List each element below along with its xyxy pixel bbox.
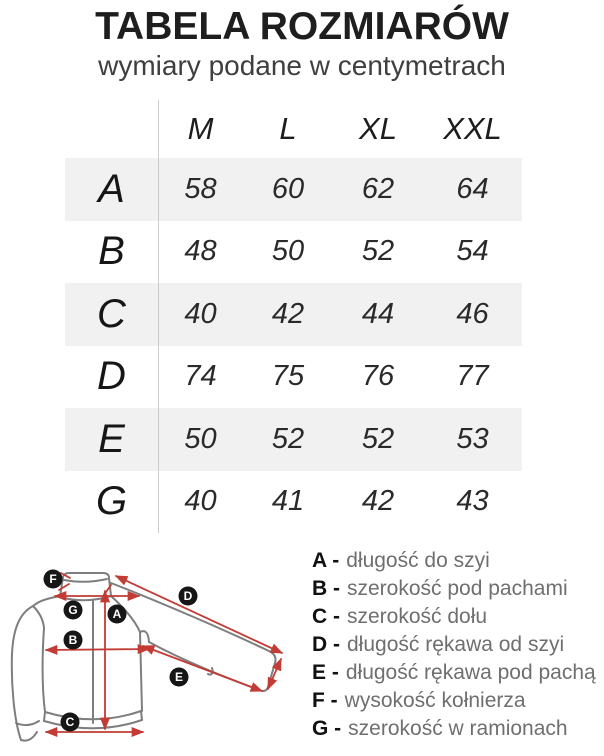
table-cell: 62 <box>361 172 395 205</box>
page-subtitle: wymiary podane w centymetrach <box>98 50 506 81</box>
legend-item-e <box>312 659 600 687</box>
table-cell: 48 <box>184 235 217 268</box>
legend-item-b <box>312 575 600 603</box>
page-title: TABELA ROZMIARÓW <box>95 5 509 48</box>
table-cell: 75 <box>271 360 305 393</box>
legend-key: C - <box>312 605 340 628</box>
legend-key: G - <box>312 717 342 740</box>
badge-D-letter: D <box>183 589 193 603</box>
legend-key: A - <box>312 549 340 572</box>
table-cell: 74 <box>184 360 217 393</box>
row-label: E <box>98 416 125 461</box>
table-cell: 53 <box>456 422 489 455</box>
legend-text: szerokość pod pachami <box>347 577 568 600</box>
table-row-d <box>65 346 522 409</box>
jacket-measurement-diagram <box>0 570 310 756</box>
size-table-header-row <box>65 100 522 158</box>
table-cell: 44 <box>361 297 395 330</box>
size-table <box>65 100 522 533</box>
table-cell: 50 <box>184 422 217 455</box>
measure-line-E <box>143 646 262 691</box>
table-cell: 64 <box>456 172 489 205</box>
table-cell: 60 <box>271 172 305 205</box>
column-header-xl: XL <box>359 111 397 146</box>
legend-key: E - <box>312 661 339 684</box>
table-cell: 41 <box>271 485 305 518</box>
legend-key: B - <box>312 577 340 600</box>
measure-line-B <box>46 649 149 650</box>
table-cell: 46 <box>456 297 489 330</box>
badge-C-letter: C <box>65 715 75 729</box>
row-label: C <box>97 291 126 336</box>
column-header-l: L <box>279 111 297 146</box>
row-label: A <box>98 166 125 211</box>
table-cell: 42 <box>361 485 395 518</box>
column-header-m: M <box>187 111 214 146</box>
legend-key: F - <box>312 689 338 712</box>
table-cell: 42 <box>271 297 305 330</box>
table-row-c <box>65 283 522 346</box>
measurement-legend <box>312 547 600 743</box>
legend-text: szerokość dołu <box>347 605 488 628</box>
badge-E-letter: E <box>174 670 184 684</box>
table-cell: 40 <box>184 485 217 518</box>
table-cell: 77 <box>456 360 489 393</box>
row-label: D <box>97 354 126 399</box>
legend-item-c <box>312 603 600 631</box>
table-cell: 50 <box>271 235 305 268</box>
table-row-a <box>65 158 522 221</box>
page-header <box>0 4 604 82</box>
table-cell: 40 <box>184 297 217 330</box>
jacket-outline <box>12 573 276 741</box>
table-cell: 52 <box>361 235 395 268</box>
legend-key: D - <box>312 633 340 656</box>
column-header-xxl: XXL <box>443 111 502 146</box>
legend-item-g <box>312 715 600 743</box>
table-cell: 76 <box>361 360 395 393</box>
table-cell: 52 <box>271 422 305 455</box>
table-row-g <box>65 471 522 534</box>
badge-A-letter: A <box>112 607 122 621</box>
measurement-arrows <box>46 573 282 732</box>
legend-text: szerokość w ramionach <box>348 717 568 740</box>
badge-G-letter: G <box>68 603 78 617</box>
table-row-e <box>65 408 522 471</box>
legend-item-a <box>312 547 600 575</box>
legend-text: długość rękawa pod pachą <box>345 661 596 684</box>
legend-item-f <box>312 687 600 715</box>
legend-text: wysokość kołnierza <box>344 689 526 712</box>
table-divider-line <box>158 100 159 533</box>
table-cell: 43 <box>456 485 489 518</box>
table-cell: 58 <box>184 172 217 205</box>
legend-item-d <box>312 631 600 659</box>
table-row-b <box>65 221 522 284</box>
table-cell: 52 <box>361 422 395 455</box>
row-label: B <box>98 229 125 274</box>
row-label: G <box>95 479 128 524</box>
legend-text: długość do szyi <box>346 549 490 572</box>
legend-text: długość rękawa od szyi <box>347 633 565 656</box>
badge-F-letter: F <box>49 572 57 586</box>
table-cell: 54 <box>456 235 489 268</box>
badge-B-letter: B <box>68 633 78 647</box>
